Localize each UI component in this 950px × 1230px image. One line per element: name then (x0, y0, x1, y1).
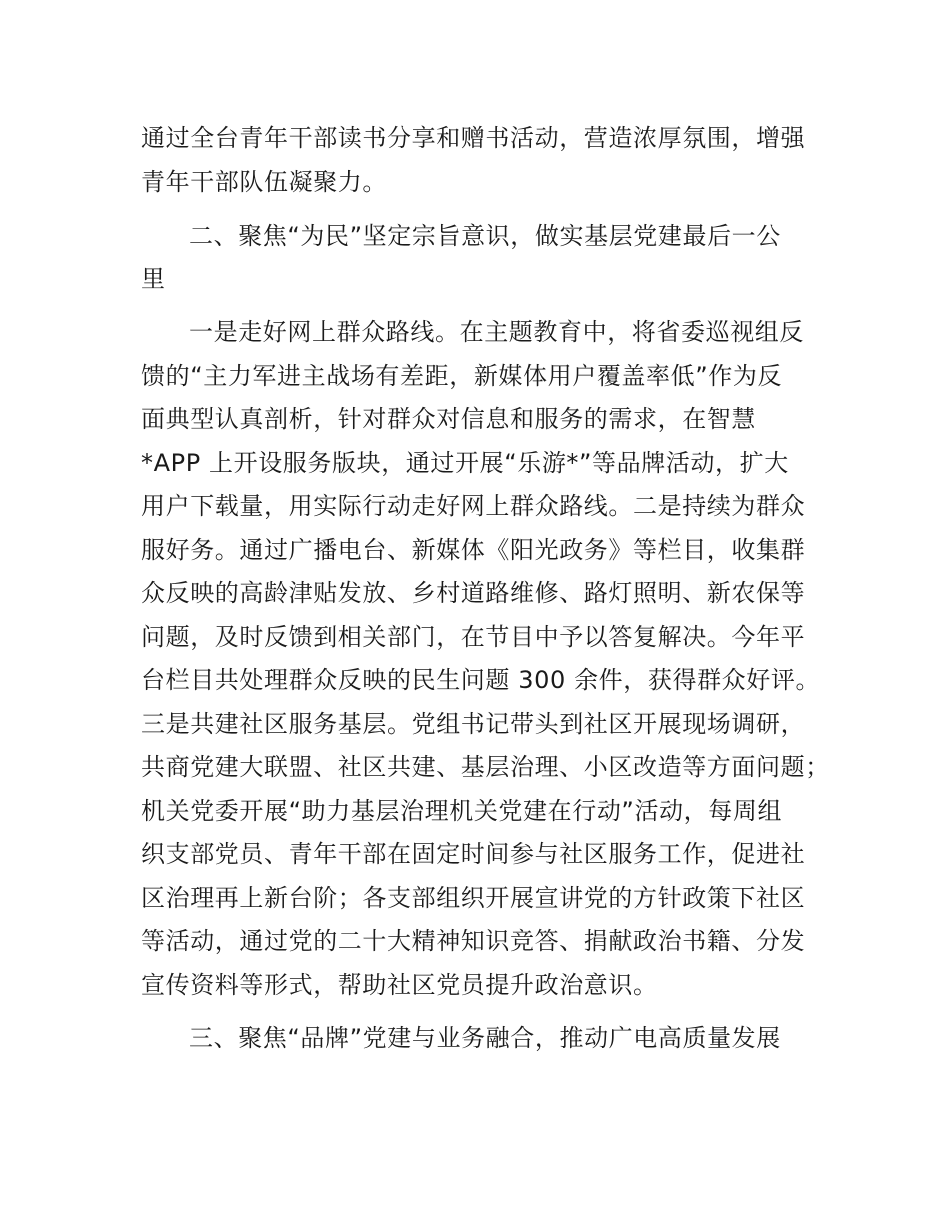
paragraph-2-line-3: 面典型认真剖析，针对群众对信息和服务的需求，在智慧 (141, 405, 756, 433)
paragraph-2-line-12: 机关党委开展“助力基层治理机关党建在行动”活动，每周组 (141, 797, 783, 825)
paragraph-2-line-6: 服好务。通过广播电台、新媒体《阳光政务》等栏目，收集群 (141, 536, 806, 564)
paragraph-2-line-13: 织支部党员、青年干部在固定时间参与社区服务工作，促进社 (141, 840, 806, 868)
paragraph-2-line-8: 问题，及时反馈到相关部门，在节目中予以答复解决。今年平 (141, 623, 806, 651)
paragraph-2-line-7: 众反映的高龄津贴发放、乡村道路维修、路灯照明、新农保等 (141, 579, 806, 607)
paragraph-2-line-11: 共商党建大联盟、社区共建、基层治理、小区改造等方面问题； (141, 753, 830, 781)
paragraph-2-line-2: 馈的“主力军进主战场有差距，新媒体用户覆盖率低”作为反 (141, 362, 783, 390)
section-2-heading-line-1: 二、聚焦“为民”坚定宗旨意识，做实基层党建最后一公 (189, 222, 781, 250)
paragraph-2-line-10: 三是共建社区服务基层。党组书记带头到社区开展现场调研， (141, 710, 806, 738)
paragraph-1-line-2: 青年干部队伍凝聚力。 (141, 168, 387, 196)
paragraph-2-line-5: 用户下载量，用实际行动走好网上群众路线。二是持续为群众 (141, 492, 806, 520)
paragraph-2-line-14: 区治理再上新台阶；各支部组织开展宣讲党的方针政策下社区 (141, 884, 806, 912)
paragraph-1-line-1: 通过全台青年干部读书分享和赠书活动，营造浓厚氛围，增强 (141, 124, 806, 152)
paragraph-2-line-16: 宣传资料等形式，帮助社区党员提升政治意识。 (141, 971, 658, 999)
section-3-heading: 三、聚焦“品牌”党建与业务融合，推动广电高质量发展 (189, 1024, 781, 1052)
section-2-heading-line-2: 里 (141, 265, 166, 293)
paragraph-2-line-4: *APP 上开设服务版块，通过开展“乐游*”等品牌活动，扩大 (141, 449, 789, 477)
paragraph-2-line-1: 一是走好网上群众路线。在主题教育中，将省委巡视组反 (189, 318, 804, 346)
paragraph-2-line-9: 台栏目共处理群众反映的民生问题 300 余件，获得群众好评。 (141, 666, 821, 694)
paragraph-2-line-15: 等活动，通过党的二十大精神知识竞答、捐献政治书籍、分发 (141, 927, 806, 955)
